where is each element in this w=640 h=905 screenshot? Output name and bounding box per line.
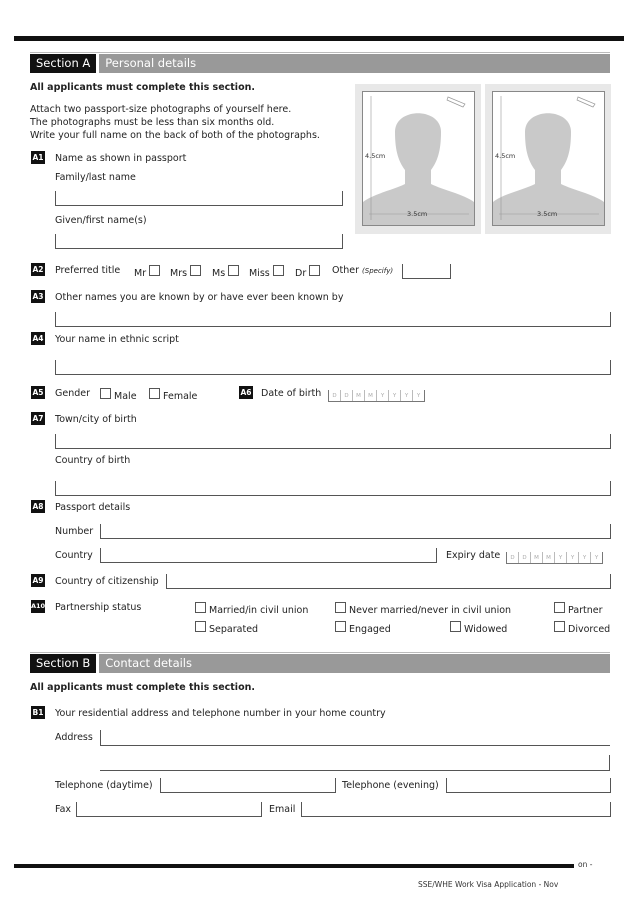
gender-female-option[interactable] bbox=[149, 388, 197, 402]
a5-label: Gender bbox=[55, 388, 91, 399]
passport-country-label: Country bbox=[55, 550, 93, 561]
dob-year-3: Y bbox=[401, 390, 413, 401]
tel-evening-input[interactable] bbox=[446, 778, 611, 793]
address-label: Address bbox=[55, 732, 93, 743]
section-b-rule bbox=[30, 652, 610, 653]
section-a-title: Personal details bbox=[99, 54, 610, 73]
expiry-year-3: Y bbox=[579, 552, 591, 563]
a8-label: Passport details bbox=[55, 502, 131, 513]
ethnic-script-name-input[interactable] bbox=[55, 360, 611, 375]
photo-2-height-label: 4.5cm bbox=[495, 152, 516, 160]
town-of-birth-label: Town/city of birth bbox=[55, 414, 137, 425]
title-ms-label: Ms bbox=[212, 268, 226, 279]
a1-label: Name as shown in passport bbox=[55, 153, 187, 164]
dob-day-1: D bbox=[329, 390, 341, 401]
section-b-header bbox=[30, 654, 610, 673]
dob-month-1: M bbox=[353, 390, 365, 401]
tel-day-input[interactable] bbox=[160, 778, 336, 793]
status-never-married-checkbox[interactable] bbox=[335, 602, 346, 613]
title-other-label bbox=[332, 265, 393, 276]
gender-female-checkbox[interactable] bbox=[149, 388, 160, 399]
other-names-input[interactable] bbox=[55, 312, 611, 327]
a10-label: Partnership status bbox=[55, 602, 142, 613]
section-a-header bbox=[30, 54, 610, 73]
a2-label: Preferred title bbox=[55, 265, 121, 276]
status-separated-checkbox[interactable] bbox=[195, 621, 206, 632]
gender-male-label: Male bbox=[114, 391, 137, 402]
status-divorced-checkbox[interactable] bbox=[554, 621, 565, 632]
a6-label: Date of birth bbox=[261, 388, 322, 399]
a9-label: Country of citizenship bbox=[55, 576, 159, 587]
status-widowed-checkbox[interactable] bbox=[450, 621, 461, 632]
address-line-1-input[interactable] bbox=[100, 730, 610, 746]
footer-rule bbox=[14, 864, 574, 868]
dob-year-2: Y bbox=[389, 390, 401, 401]
badge-b1: B1 bbox=[32, 708, 44, 717]
fax-label: Fax bbox=[55, 804, 72, 815]
footer-form-title: SSE/WHE Work Visa Application - Nov bbox=[418, 880, 559, 889]
b1-label: Your residential address and telephone number in your home country bbox=[55, 708, 386, 719]
status-divorced-label: Divorced bbox=[568, 624, 611, 635]
title-mr-checkbox[interactable] bbox=[149, 265, 160, 276]
title-dr-label: Dr bbox=[295, 268, 307, 279]
status-partner-label: Partner bbox=[568, 605, 603, 616]
badge-a6: A6 bbox=[240, 388, 252, 397]
status-never-married-option[interactable] bbox=[335, 602, 511, 616]
badge-a2: A2 bbox=[32, 265, 44, 274]
fax-input[interactable] bbox=[76, 802, 262, 817]
photo-instruction-3: Write your full name on the back of both of the photographs. bbox=[30, 130, 320, 141]
title-miss-checkbox[interactable] bbox=[273, 265, 284, 276]
badge-a8: A8 bbox=[32, 502, 44, 511]
badge-a9: A9 bbox=[32, 576, 44, 585]
section-b-title: Contact details bbox=[99, 654, 610, 673]
badge-a7: A7 bbox=[32, 414, 44, 423]
photo-instruction-2: The photographs must be less than six months old. bbox=[30, 117, 275, 128]
family-name-label: Family/last name bbox=[55, 172, 136, 183]
section-b-tag: Section B bbox=[30, 654, 96, 673]
title-dr-option[interactable] bbox=[295, 265, 320, 279]
status-engaged-label: Engaged bbox=[349, 624, 391, 635]
title-mrs-option[interactable] bbox=[170, 265, 201, 279]
section-a-rule bbox=[30, 52, 610, 53]
title-dr-checkbox[interactable] bbox=[309, 265, 320, 276]
status-married-checkbox[interactable] bbox=[195, 602, 206, 613]
expiry-month-1: M bbox=[531, 552, 543, 563]
a4-label: Your name in ethnic script bbox=[55, 334, 179, 345]
country-of-birth-input[interactable] bbox=[55, 481, 611, 496]
expiry-year-4: Y bbox=[594, 555, 599, 561]
date-of-birth-input[interactable] bbox=[328, 390, 425, 402]
status-engaged-option[interactable] bbox=[335, 621, 391, 635]
expiry-year-1: Y bbox=[555, 552, 567, 563]
dob-day-2: D bbox=[341, 390, 353, 401]
family-name-input[interactable] bbox=[55, 191, 343, 206]
status-married-option[interactable] bbox=[195, 602, 308, 616]
status-widowed-label: Widowed bbox=[464, 624, 508, 635]
expiry-day-1: D bbox=[507, 552, 519, 563]
tel-day-label: Telephone (daytime) bbox=[55, 780, 153, 791]
title-mrs-checkbox[interactable] bbox=[190, 265, 201, 276]
photo-2-width-label: 3.5cm bbox=[537, 210, 558, 218]
passport-country-input[interactable] bbox=[100, 548, 437, 563]
photo-1-height-label: 4.5cm bbox=[365, 152, 386, 160]
section-b-instruction: All applicants must complete this section. bbox=[30, 682, 255, 693]
title-miss-label: Miss bbox=[249, 268, 270, 279]
email-input[interactable] bbox=[301, 802, 611, 817]
status-engaged-checkbox[interactable] bbox=[335, 621, 346, 632]
passport-number-input[interactable] bbox=[100, 524, 611, 539]
photo-1-width-label: 3.5cm bbox=[407, 210, 428, 218]
title-other-hint: (Specify) bbox=[362, 267, 394, 275]
badge-a4: A4 bbox=[32, 334, 44, 343]
address-line-2-input[interactable] bbox=[100, 755, 610, 771]
dob-month-2: M bbox=[365, 390, 377, 401]
expiry-year-2: Y bbox=[567, 552, 579, 563]
country-of-birth-label: Country of birth bbox=[55, 455, 131, 466]
dob-year-4: Y bbox=[416, 393, 421, 399]
status-partner-option[interactable] bbox=[554, 602, 603, 616]
section-a-instruction: All applicants must complete this section. bbox=[30, 82, 255, 93]
status-never-married-label: Never married/never in civil union bbox=[349, 605, 512, 616]
title-mr-label: Mr bbox=[134, 268, 147, 279]
town-of-birth-input[interactable] bbox=[55, 434, 611, 449]
footer-page-fragment: on - bbox=[578, 860, 593, 869]
section-a-tag: Section A bbox=[30, 54, 96, 73]
passport-number-label: Number bbox=[55, 526, 94, 537]
given-name-label: Given/first name(s) bbox=[55, 215, 147, 226]
gender-male-checkbox[interactable] bbox=[100, 388, 111, 399]
badge-a3: A3 bbox=[32, 292, 44, 301]
title-other-input[interactable] bbox=[402, 264, 451, 279]
title-miss-option[interactable] bbox=[249, 265, 284, 279]
expiry-date-label: Expiry date bbox=[446, 550, 501, 561]
citizenship-input[interactable] bbox=[166, 574, 611, 589]
status-married-label: Married/in civil union bbox=[209, 605, 309, 616]
given-name-input[interactable] bbox=[55, 234, 343, 249]
email-label: Email bbox=[269, 804, 296, 815]
status-separated-option[interactable] bbox=[195, 621, 258, 635]
status-separated-label: Separated bbox=[209, 624, 259, 635]
badge-a10: A10 bbox=[31, 600, 45, 613]
status-divorced-option[interactable] bbox=[554, 621, 610, 635]
status-partner-checkbox[interactable] bbox=[554, 602, 565, 613]
badge-a5: A5 bbox=[32, 388, 44, 397]
tel-evening-label: Telephone (evening) bbox=[342, 780, 439, 791]
photo-instruction-1: Attach two passport-size photographs of yourself here. bbox=[30, 104, 292, 115]
title-mr-option[interactable] bbox=[134, 265, 160, 279]
dob-year-1: Y bbox=[377, 390, 389, 401]
expiry-month-2: M bbox=[543, 552, 555, 563]
gender-female-label: Female bbox=[163, 391, 198, 402]
gender-male-option[interactable] bbox=[100, 388, 137, 402]
photo-slot-1[interactable] bbox=[355, 84, 481, 234]
expiry-day-2: D bbox=[519, 552, 531, 563]
photo-slot-2[interactable] bbox=[485, 84, 611, 234]
status-widowed-option[interactable] bbox=[450, 621, 507, 635]
badge-a1: A1 bbox=[32, 153, 44, 162]
top-rule bbox=[14, 36, 624, 41]
expiry-date-input[interactable] bbox=[506, 552, 603, 564]
title-other-text: Other bbox=[332, 265, 359, 276]
a3-label: Other names you are known by or have ever been known by bbox=[55, 292, 344, 303]
title-mrs-label: Mrs bbox=[170, 268, 188, 279]
title-ms-checkbox[interactable] bbox=[228, 265, 239, 276]
title-ms-option[interactable] bbox=[212, 265, 239, 279]
